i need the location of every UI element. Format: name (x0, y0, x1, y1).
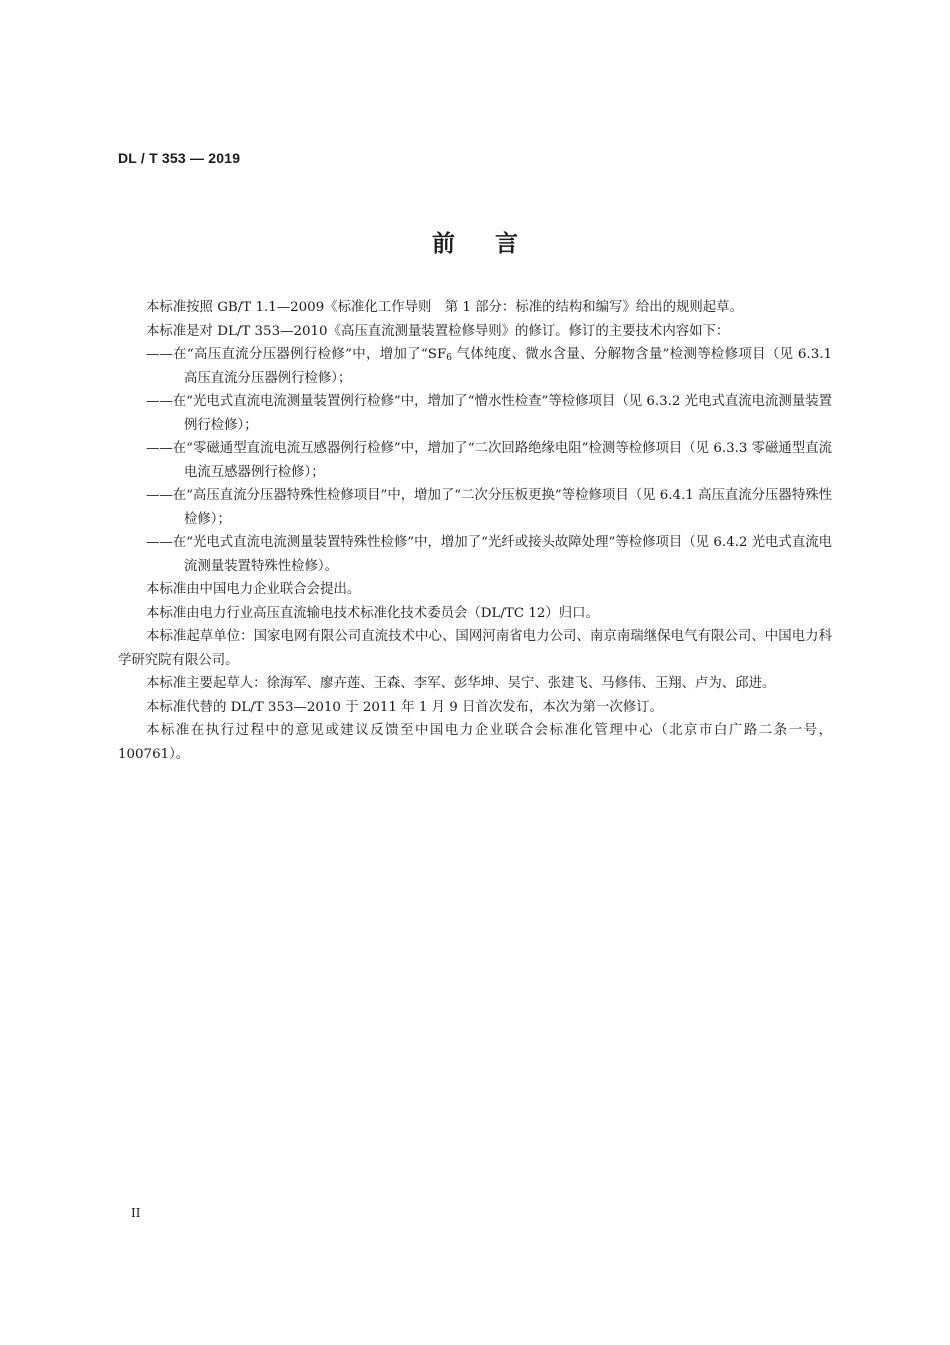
paragraph-drafting-units: 本标准起草单位：国家电网有限公司直流技术中心、国网河南省电力公司、南京南瑞继保电气有限公司、中国电力科学研究院有限公司。 (118, 629, 832, 668)
subscript: 6 (446, 353, 452, 363)
revision-item-text: ——在“高压直流分压器例行检修”中，增加了“SF (146, 347, 447, 362)
foreword-body (118, 296, 832, 766)
revision-item-text: 气体纯度、微水含量、分解物含量”检测等检修项目（见 6.3.1 高压直流分压器例行检修）； (184, 347, 832, 386)
revision-item: ——在“零磁通型直流电流互感器例行检修”中，增加了“二次回路绝缘电阻”检测等检修项目（见 6.3.3 零磁通型直流电流互感器例行检修）； (146, 441, 832, 480)
revision-item: ——在“光电式直流电流测量装置特殊性检修”中，增加了“光纤或接头故障处理”等检修项目（见 6.4.2 光电式直流电流测量装置特殊性检修）。 (146, 535, 832, 574)
revision-item: ——在“高压直流分压器特殊性检修项目”中，增加了“二次分压板更换”等检修项目（见 6.4.1 高压直流分压器特殊性检修）； (146, 488, 832, 527)
document-code: DL / T 353 — 2019 (118, 150, 241, 166)
paragraph-proposed-by: 本标准由中国电力企业联合会提出。 (146, 582, 361, 597)
paragraph-drafting-rules: 本标准按照 GB/T 1.1—2009《标准化工作导则 第 1 部分：标准的结构和编写》给出的规则起草。 (146, 300, 743, 315)
paragraph-managed-by: 本标准由电力行业高压直流输电技术标准化技术委员会（DL/TC 12）归口。 (146, 605, 599, 621)
revision-item: ——在“光电式直流电流测量装置例行检修”中，增加了“憎水性检查”等检修项目（见 6.3.2 光电式直流电流测量装置例行检修）； (146, 394, 832, 433)
paragraph-drafters: 本标准主要起草人：徐海军、廖卉莲、王森、李军、彭华坤、吴宁、张建飞、马修伟、王翔、卢为、邱进。 (146, 676, 776, 691)
paragraph-feedback: 本标准在执行过程中的意见或建议反馈至中国电力企业联合会标准化管理中心（北京市白广路二条一号，100761）。 (118, 723, 832, 762)
page-number: II (131, 1206, 141, 1220)
revision-item (118, 343, 832, 390)
paragraph-revision-intro: 本标准是对 DL/T 353—2010《高压直流测量装置检修导则》的修订。修订的主要技术内容如下： (146, 323, 730, 339)
paragraph-replaces: 本标准代替的 DL/T 353—2010 于 2011 年 1 月 9 日首次发布，本次为第一次修订。 (146, 699, 663, 715)
page-title: 前言 (432, 231, 558, 257)
